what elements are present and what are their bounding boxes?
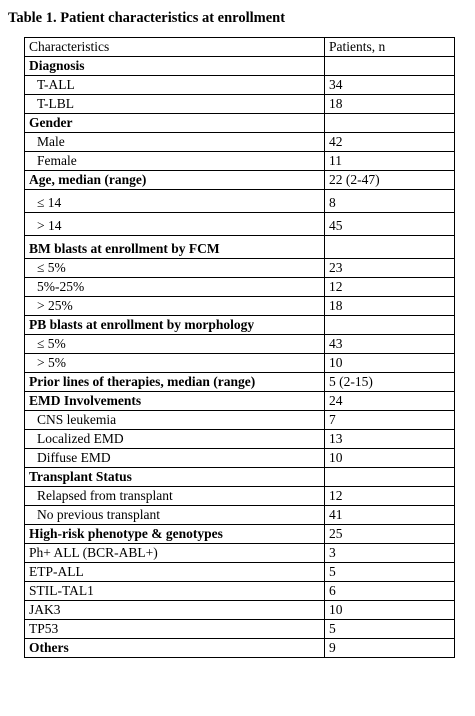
row-value: 6	[325, 582, 455, 601]
row-label: Age, median (range)	[25, 171, 325, 190]
table-row	[25, 152, 455, 171]
row-value: 13	[325, 430, 455, 449]
row-value: 43	[325, 335, 455, 354]
table-row	[25, 133, 455, 152]
patient-characteristics-table	[24, 37, 455, 658]
table-row	[25, 487, 455, 506]
table-row	[25, 582, 455, 601]
row-label: Male	[25, 133, 325, 152]
row-label: Relapsed from transplant	[25, 487, 325, 506]
row-label: BM blasts at enrollment by FCM	[25, 236, 325, 259]
row-value: 24	[325, 392, 455, 411]
row-label: JAK3	[25, 601, 325, 620]
row-label: No previous transplant	[25, 506, 325, 525]
row-value: 41	[325, 506, 455, 525]
row-value: 5	[325, 620, 455, 639]
row-value: 8	[325, 190, 455, 213]
table-row	[25, 525, 455, 544]
row-label: PB blasts at enrollment by morphology	[25, 316, 325, 335]
row-label: ≤ 5%	[25, 335, 325, 354]
table-caption: Table 1. Patient characteristics at enrollment	[8, 10, 286, 26]
row-label: T-LBL	[25, 95, 325, 114]
table-row	[25, 57, 455, 76]
table-row	[25, 316, 455, 335]
row-value: 22 (2-47)	[325, 171, 455, 190]
row-value	[325, 114, 455, 133]
table-row	[25, 278, 455, 297]
column-header-patients: Patients, n	[325, 38, 455, 57]
row-label: 5%-25%	[25, 278, 325, 297]
row-value	[325, 468, 455, 487]
row-label: CNS leukemia	[25, 411, 325, 430]
row-label: ≤ 14	[25, 190, 325, 213]
table-row	[25, 563, 455, 582]
row-label: Prior lines of therapies, median (range)	[25, 373, 325, 392]
table-row	[25, 430, 455, 449]
row-value	[325, 57, 455, 76]
row-label: ≤ 5%	[25, 259, 325, 278]
row-value: 3	[325, 544, 455, 563]
row-label: High-risk phenotype & genotypes	[25, 525, 325, 544]
row-label: TP53	[25, 620, 325, 639]
row-value: 25	[325, 525, 455, 544]
row-label: EMD Involvements	[25, 392, 325, 411]
table-row	[25, 544, 455, 563]
row-label: Diffuse EMD	[25, 449, 325, 468]
row-label: Localized EMD	[25, 430, 325, 449]
row-value: 12	[325, 487, 455, 506]
row-value: 34	[325, 76, 455, 95]
table-row	[25, 171, 455, 190]
row-value: 42	[325, 133, 455, 152]
table-row	[25, 411, 455, 430]
row-label: Transplant Status	[25, 468, 325, 487]
table-row	[25, 354, 455, 373]
table-row	[25, 236, 455, 259]
row-value: 12	[325, 278, 455, 297]
table-row	[25, 95, 455, 114]
row-label: Gender	[25, 114, 325, 133]
row-value: 9	[325, 639, 455, 658]
row-value: 45	[325, 213, 455, 236]
table-row	[25, 506, 455, 525]
row-label: Female	[25, 152, 325, 171]
row-label: > 14	[25, 213, 325, 236]
row-value: 5 (2-15)	[325, 373, 455, 392]
row-label: Diagnosis	[25, 57, 325, 76]
table-row	[25, 335, 455, 354]
table-row	[25, 259, 455, 278]
row-value: 18	[325, 95, 455, 114]
row-label: ETP-ALL	[25, 563, 325, 582]
row-value: 10	[325, 354, 455, 373]
row-label: STIL-TAL1	[25, 582, 325, 601]
table-row	[25, 190, 455, 213]
row-label: Others	[25, 639, 325, 658]
row-value: 7	[325, 411, 455, 430]
table-body	[25, 38, 455, 658]
table-row	[25, 449, 455, 468]
row-label: T-ALL	[25, 76, 325, 95]
table-row	[25, 639, 455, 658]
table-row	[25, 297, 455, 316]
row-value: 10	[325, 449, 455, 468]
row-value	[325, 316, 455, 335]
table-row	[25, 373, 455, 392]
row-value: 18	[325, 297, 455, 316]
table-row	[25, 76, 455, 95]
row-value	[325, 236, 455, 259]
table-row	[25, 114, 455, 133]
row-value: 10	[325, 601, 455, 620]
table-header-row	[25, 38, 455, 57]
row-value: 5	[325, 563, 455, 582]
row-value: 11	[325, 152, 455, 171]
table-row	[25, 392, 455, 411]
column-header-characteristics: Characteristics	[25, 38, 325, 57]
table-row	[25, 468, 455, 487]
row-label: Ph+ ALL (BCR-ABL+)	[25, 544, 325, 563]
table-row	[25, 620, 455, 639]
row-label: > 5%	[25, 354, 325, 373]
table-row	[25, 601, 455, 620]
table-row	[25, 213, 455, 236]
row-label: > 25%	[25, 297, 325, 316]
row-value: 23	[325, 259, 455, 278]
